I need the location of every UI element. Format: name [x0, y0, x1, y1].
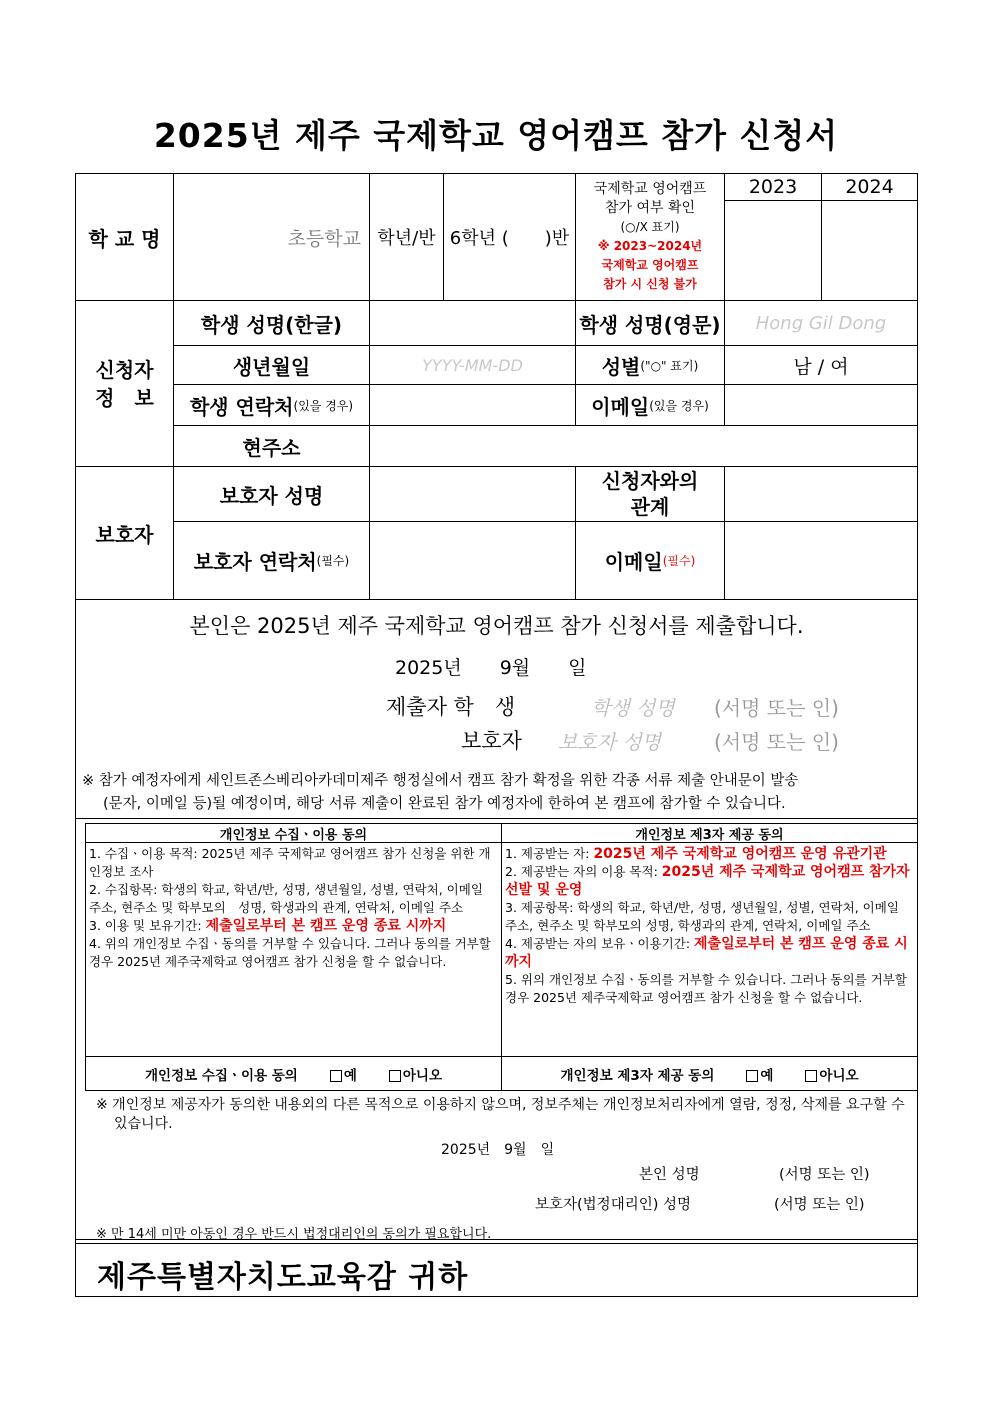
year-2024-field[interactable]: [822, 201, 917, 301]
collect-body: [86, 843, 502, 1057]
year-2023-field[interactable]: [725, 201, 822, 301]
gender-label: 성별 ("○" 표기): [576, 346, 725, 385]
history-check-label: 국제학교 영어캠프 참가 여부 확인 (○/X 표기) ※ 2023~2024년 국제학교 영어캠프 참가 시 신청 불가: [576, 174, 725, 301]
privacy-notice-1: ※ 개인정보 제공자가 동의한 내용외의 다른 목적으로 이용하지 않으며, 정보주체는 개인정보처리자에게 열람, 정정, 삭제를 요구할 수 있습니다.: [96, 1097, 905, 1132]
guardian-email-field[interactable]: [725, 522, 917, 600]
relation-field[interactable]: [725, 467, 917, 522]
phone-field[interactable]: [370, 385, 576, 426]
collect-title: 개인정보 수집ㆍ이용 동의: [86, 824, 502, 843]
addressee: 제주특별자치도교육감 귀하: [97, 1260, 469, 1295]
grade-field[interactable]: 6학년 ( )반: [444, 174, 576, 301]
guardian-name-label: 보호자 성명: [174, 467, 370, 522]
third-item-2: 2. 제공받는 자의 이용 목적: 2025년 제주 국제학교 영어캠프 참가자 선발 및 운영: [505, 864, 910, 898]
collect-no-checkbox[interactable]: 아니오: [389, 1064, 442, 1084]
name-en-field[interactable]: Hong Gil Dong: [725, 301, 917, 346]
collect-consent-row: 개인정보 수집ㆍ이용 동의 예 아니오: [86, 1057, 502, 1091]
declaration-date[interactable]: 2025년 9월 일: [395, 657, 587, 679]
school-label: 학 교 명: [76, 174, 174, 301]
third-title: 개인정보 제3자 제공 동의: [502, 824, 917, 843]
third-item-3: 3. 제공항목: 학생의 학교, 학년/반, 성명, 생년월일, 성별, 연락처, 이메일 주소, 현주소 및 학부모의 성명, 학생과의 관계, 연락처, 이메일 주소: [505, 900, 899, 933]
collect-item-4: 4. 위의 개인정보 수집ㆍ동의를 거부할 수 있습니다. 그러나 동의를 거부할 경우 2025년 제주국제학교 영어캠프 참가 신청을 할 수 없습니다.: [89, 936, 491, 969]
address-field[interactable]: [370, 426, 917, 467]
school-name-field[interactable]: [174, 174, 370, 301]
guardian-legal-label: 보호자(법정대리인) 성명: [535, 1197, 691, 1213]
collect-item-1: 1. 수집ㆍ이용 목적: 2025년 제주 국제학교 영어캠프 참가 신청을 위한 개인정보 조사: [89, 846, 491, 879]
guardian-sign-note: (서명 또는 인): [714, 730, 839, 754]
guardian-email-label: 이메일 (필수): [576, 522, 725, 600]
camp-notice-2: (문자, 이메일 등)될 예정이며, 해당 서류 제출이 완료된 참가 예정자에 한하여 본 캠프에 참가할 수 있습니다.: [103, 796, 786, 812]
submitter-label: 제출자 학 생: [386, 695, 516, 719]
email-field[interactable]: [725, 385, 917, 426]
birth-label: 생년월일: [174, 346, 370, 385]
address-label: 현주소: [174, 426, 370, 467]
privacy-notice-2: ※ 만 14세 미만 아동인 경우 반드시 법정대리인의 동의가 필요합니다.: [96, 1227, 492, 1242]
collect-yes-checkbox[interactable]: 예: [330, 1064, 357, 1084]
checkbox-icon: [746, 1070, 758, 1082]
year-2023-header: 2023: [725, 174, 822, 201]
relation-label: 신청자와의 관계: [576, 467, 725, 522]
applicant-section-label: 신청자 정 보: [76, 301, 174, 467]
camp-notice-1: ※ 참가 예정자에게 세인트존스베리아카데미제주 행정실에서 캠프 참가 확정을 위한 각종 서류 제출 안내문이 발송: [82, 773, 799, 789]
guardian-section-label: 보호자: [76, 467, 174, 600]
third-body: [502, 843, 917, 1057]
student-sign-field[interactable]: 학생 성명: [591, 696, 675, 720]
guardian-sign-label: 보호자: [461, 729, 522, 753]
declaration-statement: 본인은 2025년 제주 국제학교 영어캠프 참가 신청서를 제출합니다.: [189, 614, 804, 638]
name-en-label: 학생 성명(영문): [576, 301, 725, 346]
gender-field[interactable]: 남 / 여: [725, 346, 917, 385]
phone-label: 학생 연락처 (있을 경우): [174, 385, 370, 426]
email-label: 이메일 (있을 경우): [576, 385, 725, 426]
checkbox-icon: [389, 1070, 401, 1082]
third-item-1: 1. 제공받는 자: 2025년 제주 국제학교 영어캠프 운영 유관기관: [505, 846, 887, 862]
checkbox-icon: [330, 1070, 342, 1082]
guardian-name-field[interactable]: [370, 467, 576, 522]
grade-label: 학년/반: [370, 174, 444, 301]
third-yes-checkbox[interactable]: 예: [746, 1064, 773, 1084]
guardian-legal-sign-note[interactable]: (서명 또는 인): [774, 1197, 865, 1213]
school-suffix: 초등학교: [287, 227, 361, 250]
name-ko-label: 학생 성명(한글): [174, 301, 370, 346]
year-2024-header: 2024: [822, 174, 917, 201]
collect-item-2: 2. 수집항목: 학생의 학교, 학년/반, 성명, 생년월일, 성별, 연락처, 이메일 주소, 현주소 및 학부모의 성명, 학생과의 관계, 연락처, 이메일 주소: [89, 882, 483, 915]
guardian-sign-field[interactable]: 보호자 성명: [558, 730, 661, 754]
third-consent-row: 개인정보 제3자 제공 동의 예 아니오: [502, 1057, 917, 1091]
checkbox-icon: [805, 1070, 817, 1082]
guardian-phone-label: 보호자 연락처 (필수): [174, 522, 370, 600]
page-title: 2025년 제주 국제학교 영어캠프 참가 신청서: [153, 116, 839, 155]
collect-item-3: 3. 이용 및 보유기간: 제출일로부터 본 캠프 운영 종료 시까지: [89, 918, 447, 934]
guardian-phone-field[interactable]: [370, 522, 576, 600]
name-ko-field[interactable]: [370, 301, 576, 346]
third-item-4: 4. 제공받는 자의 보유ㆍ이용기간: 제출일로부터 본 캠프 운영 종료 시까지: [505, 936, 908, 970]
self-sign-note[interactable]: (서명 또는 인): [779, 1167, 870, 1183]
footer-divider: [76, 1239, 917, 1244]
third-no-checkbox[interactable]: 아니오: [805, 1064, 858, 1084]
privacy-date[interactable]: 2025년 9월 일: [441, 1142, 555, 1158]
student-sign-note: (서명 또는 인): [714, 696, 839, 720]
self-name-label: 본인 성명: [639, 1167, 700, 1183]
birth-field[interactable]: YYYY-MM-DD: [370, 346, 576, 385]
third-item-5: 5. 위의 개인정보 수집ㆍ동의를 거부할 수 있습니다. 그러나 동의를 거부할 경우 2025년 제주국제학교 영어캠프 참가 신청을 할 수 없습니다.: [505, 972, 907, 1005]
